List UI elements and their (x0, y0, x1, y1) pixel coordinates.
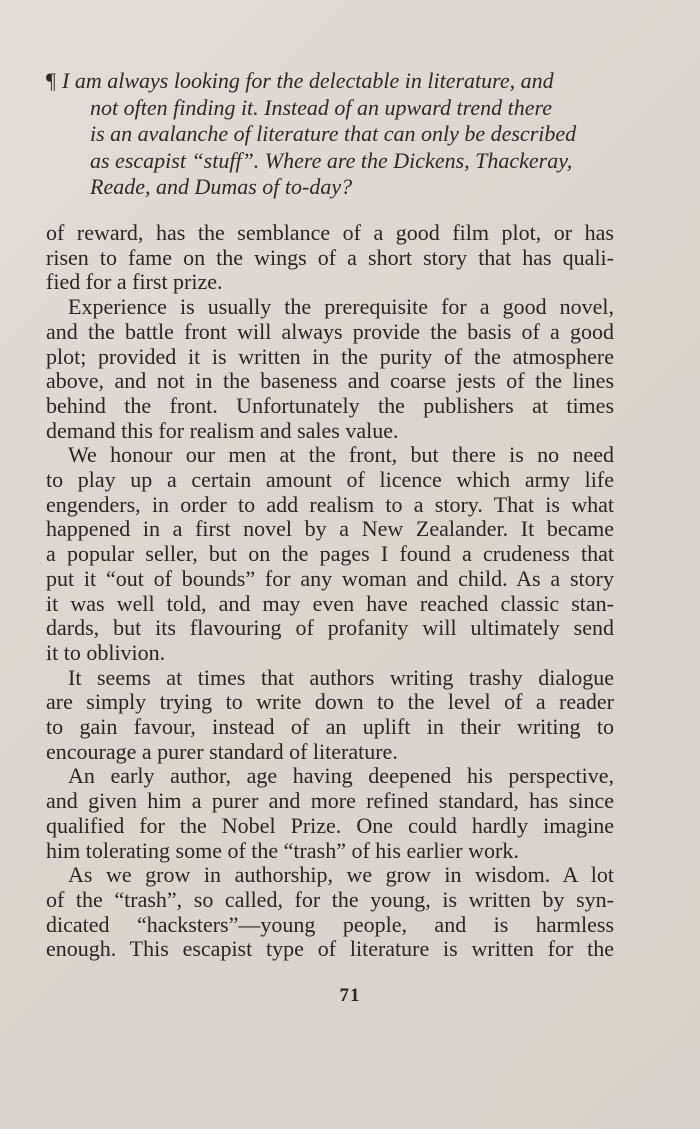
text-line: it was well told, and may even have reached classic stan- (46, 590, 614, 616)
text-line: encourage a purer standard of literature. (46, 738, 398, 764)
text-line: risen to fame on the wings of a short story that has quali- (46, 244, 614, 270)
text-line: fied for a first prize. (46, 269, 223, 295)
text-line: We honour our men at the front, but there is no need (68, 442, 614, 468)
text-line: him tolerating some of the “trash” of his earlier work. (46, 837, 519, 863)
text-line: above, and not in the baseness and coarse jests of the lines (46, 368, 614, 394)
pull-quote-line: ¶ I am always looking for the delectable in literature, and (46, 68, 554, 93)
text-line: put it “out of bounds” for any woman and child. As a story (46, 565, 614, 591)
text-line: engenders, in order to add realism to a story. That is what (46, 491, 614, 517)
text-line: As we grow in authorship, we grow in wisdom. A lot (68, 862, 614, 888)
text-line: to play up a certain amount of licence which army life (46, 467, 614, 493)
text-line: it to oblivion. (46, 639, 166, 665)
text-line: Experience is usually the prerequisite for a good novel, (68, 294, 614, 320)
pilcrow-icon: ¶ (46, 68, 56, 93)
text-line: demand this for realism and sales value. (46, 417, 399, 443)
body-text (46, 221, 614, 962)
pull-quote-line: not often finding it. Instead of an upward trend there (90, 94, 552, 120)
text-line: happened in a first novel by a New Zealander. It became (46, 516, 614, 542)
text-line: a popular seller, but on the pages I found a crudeness that (46, 541, 614, 567)
text-line: It seems at times that authors writing trashy dialogue (68, 664, 614, 690)
text-line: dicated “hacksters”—young people, and is harmless (46, 911, 614, 937)
pull-quote-line: Reade, and Dumas of to-day? (90, 174, 353, 199)
text-line: of the “trash”, so called, for the young, is written by syn- (46, 886, 614, 912)
text-line: behind the front. Unfortunately the publishers at times (46, 392, 614, 418)
pull-quote-line: is an avalanche of literature that can only be described (90, 121, 577, 146)
text-line: of reward, has the semblance of a good film plot, or has (46, 220, 614, 245)
text-line: to gain favour, instead of an uplift in their writing to (46, 714, 614, 740)
text-line: dards, but its flavouring of profanity will ultimately send (46, 615, 614, 641)
text-line: enough. This escapist type of literature is written for the (46, 936, 614, 962)
text-line: are simply trying to write down to the level of a reader (46, 689, 614, 715)
text-line: An early author, age having deepened his perspective, (68, 763, 614, 789)
page-number: 71 (339, 985, 361, 1006)
pull-quote-line: as escapist “stuff”. Where are the Dickens, Thackeray, (90, 147, 573, 173)
text-line: and given him a purer and more refined standard, has since (46, 788, 614, 814)
text-line: plot; provided it is written in the purity of the atmosphere (46, 343, 614, 369)
pull-quote (46, 68, 626, 201)
text-line: qualified for the Nobel Prize. One could hardly imagine (46, 812, 614, 838)
text-line: and the battle front will always provide the basis of a good (46, 318, 614, 344)
